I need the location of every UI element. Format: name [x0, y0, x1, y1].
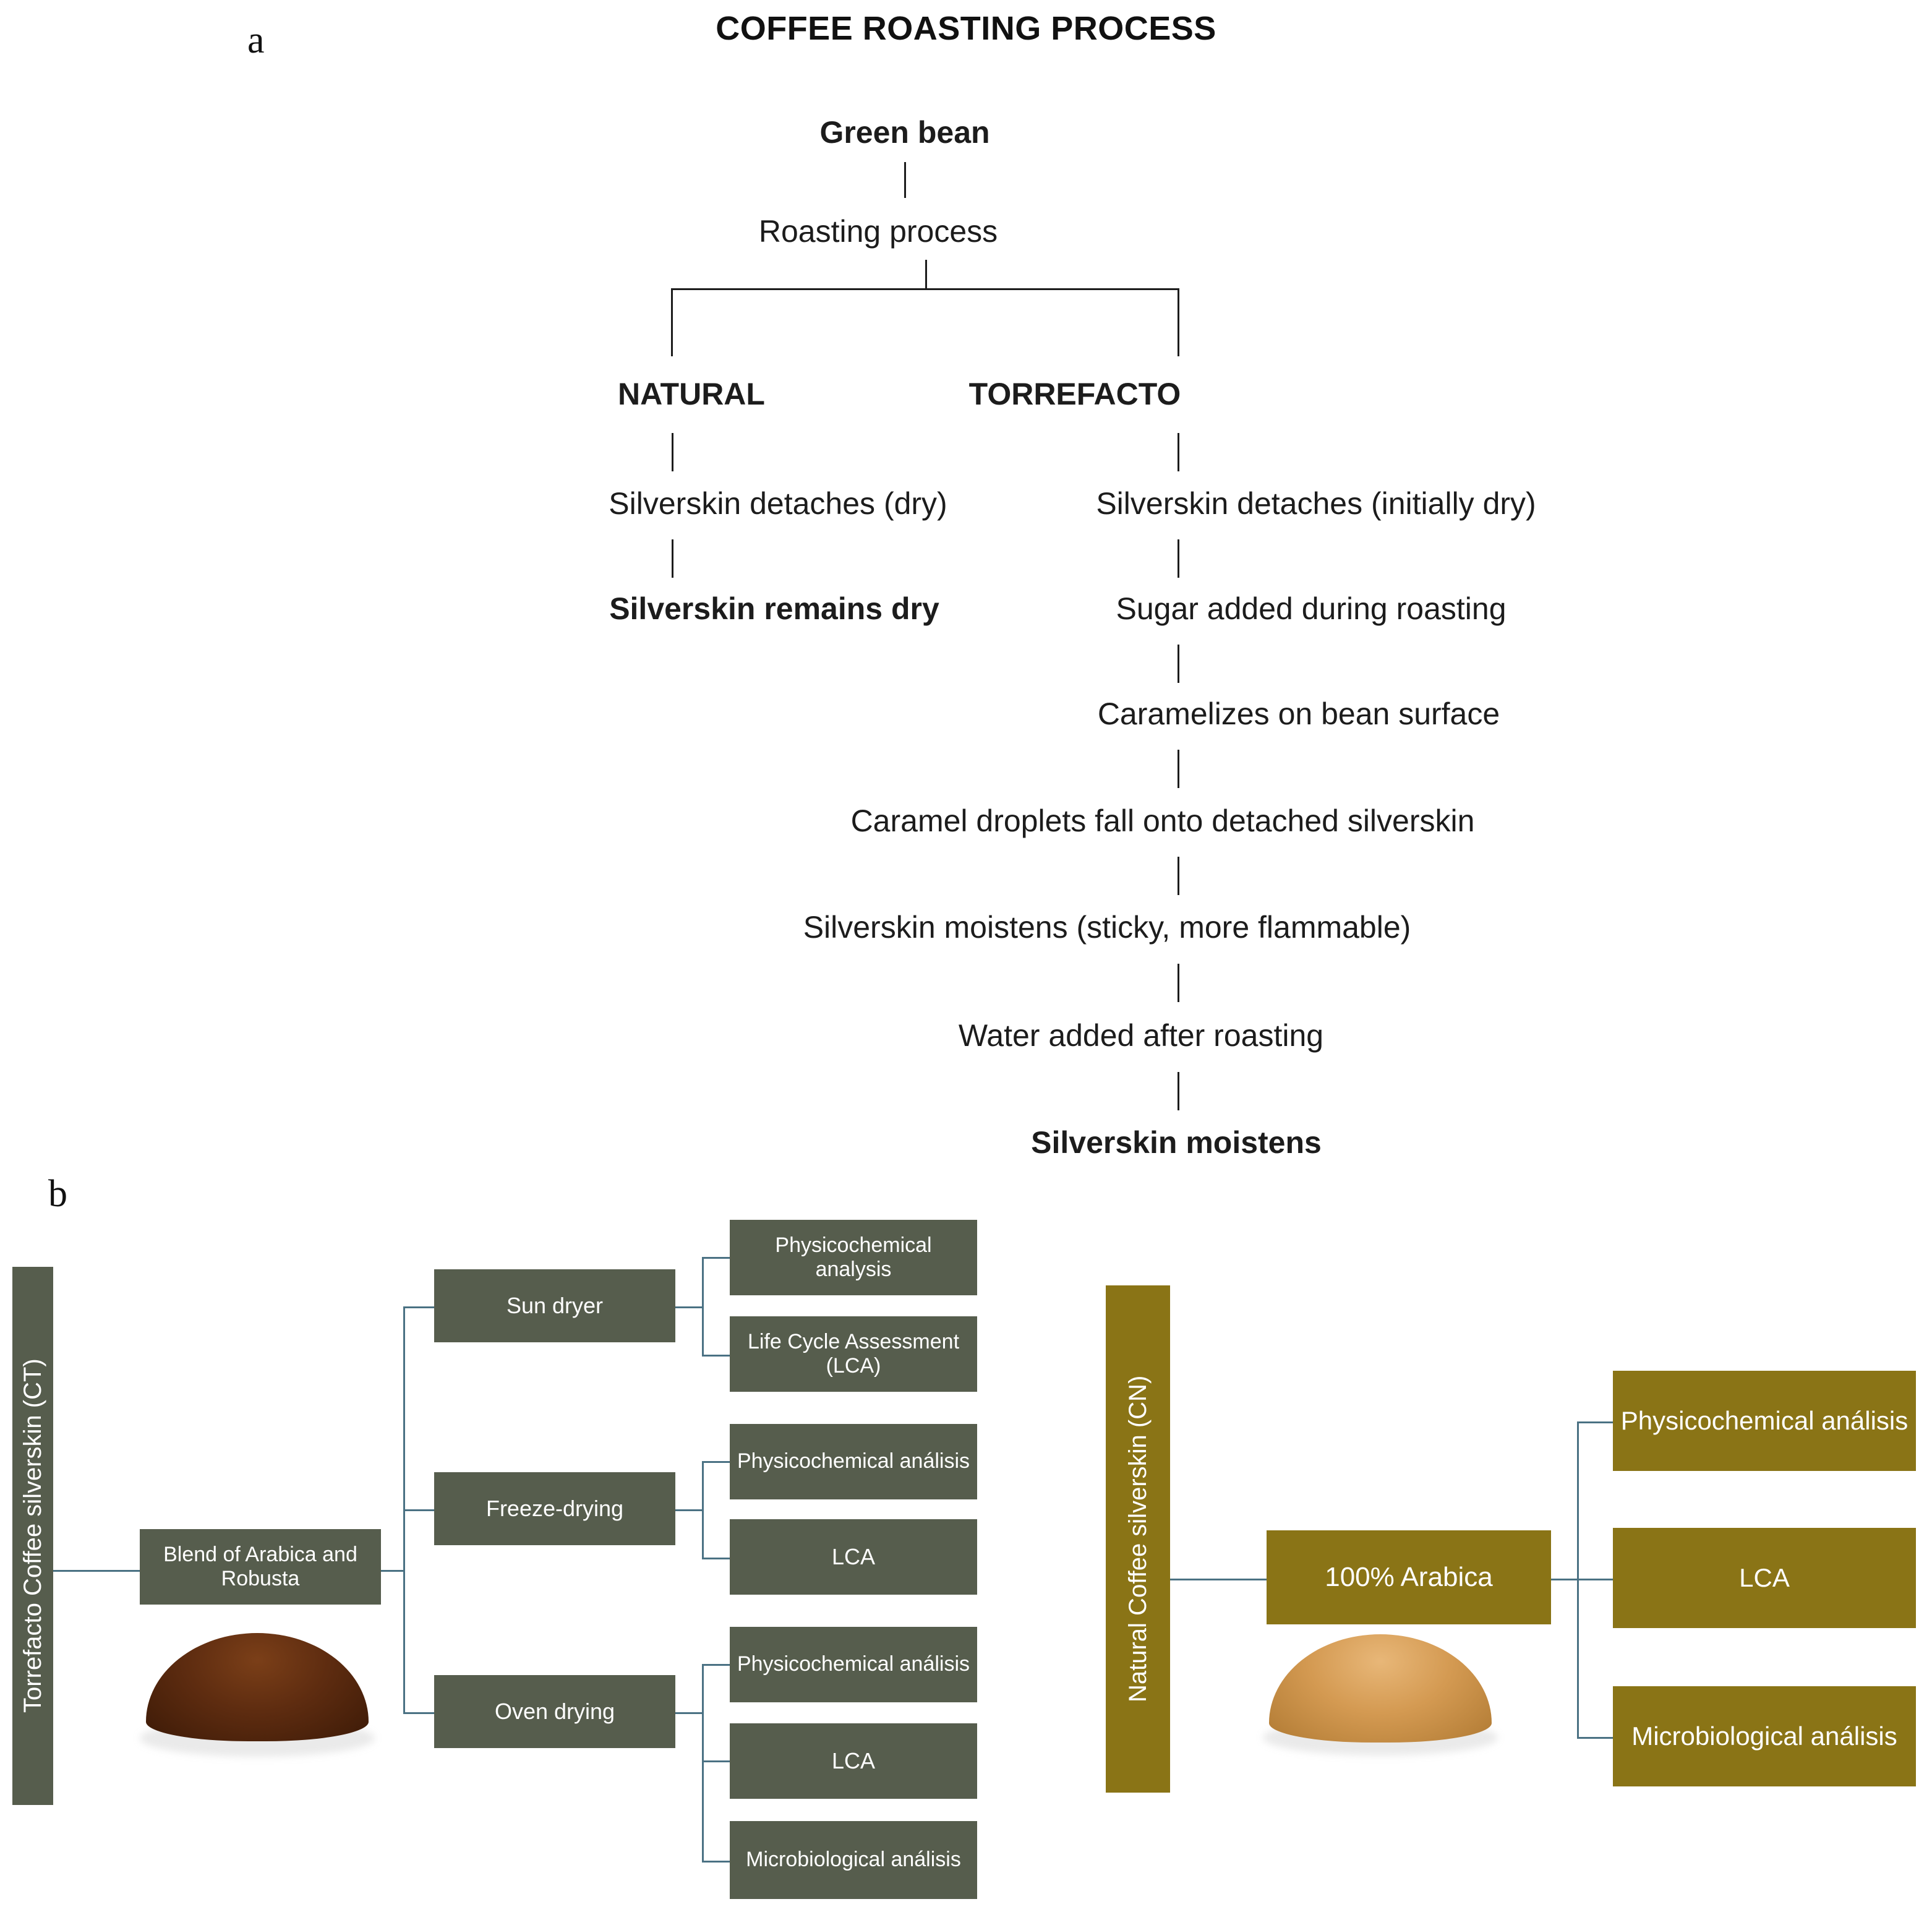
conn-ct-trunk-freeze — [403, 1509, 434, 1511]
node-torrefacto-step4: Caramel droplets fall onto detached silverskin — [850, 804, 1475, 838]
cn-analysis-lca: LCA — [1613, 1528, 1916, 1628]
conn-ct-trunk-oven — [403, 1712, 434, 1714]
flowchart-title: COFFEE ROASTING PROCESS — [716, 10, 1216, 47]
cn-coffee-powder-pile — [1269, 1634, 1492, 1743]
ct-analysis-oven-physicochemical: Physicochemical análisis — [730, 1627, 977, 1702]
conn-freeze-an1 — [702, 1461, 730, 1463]
conn-ct-trunk-sundryer — [403, 1306, 434, 1308]
ct-analysis-oven-microbiological: Microbiological análisis — [730, 1821, 977, 1899]
ct-source-box: Torrefacto Coffee silverskin (CT) — [12, 1267, 53, 1805]
cn-analysis-physicochemical: Physicochemical análisis — [1613, 1371, 1916, 1471]
conn-oven-an2 — [702, 1760, 730, 1762]
ct-analysis-oven-lca: LCA — [730, 1723, 977, 1799]
conn-freeze-an2 — [702, 1558, 730, 1559]
node-natural-step2: Silverskin remains dry — [609, 591, 939, 626]
conn-sundryer-out — [675, 1306, 704, 1308]
conn-oven-an3 — [702, 1861, 730, 1863]
panel-b-experimental-design — [0, 1175, 1932, 1912]
node-green-bean: Green bean — [819, 115, 990, 150]
connector-split-bar — [671, 288, 1179, 290]
conn-ct-material-trunk — [381, 1570, 404, 1572]
conn-sundryer-split — [702, 1257, 704, 1356]
node-torrefacto-step3: Caramelizes on bean surface — [1097, 697, 1500, 731]
node-torrefacto-step1: Silverskin detaches (initially dry) — [1096, 486, 1536, 521]
node-torrefacto-step2: Sugar added during roasting — [1116, 591, 1507, 626]
node-torrefacto-step5: Silverskin moistens (sticky, more flammable) — [803, 910, 1411, 945]
connector-torrefacto-6 — [1178, 964, 1179, 1002]
ct-analysis-freeze-lca: LCA — [730, 1519, 977, 1595]
node-roasting-process: Roasting process — [758, 214, 998, 249]
conn-cn-an2 — [1577, 1579, 1613, 1580]
ct-material-box: Blend of Arabica and Robusta — [140, 1529, 381, 1605]
connector-torrefacto-2 — [1178, 539, 1179, 578]
node-natural: NATURAL — [618, 377, 765, 411]
cn-material-box: 100% Arabica — [1267, 1530, 1551, 1624]
connector-torrefacto-1 — [1178, 433, 1179, 471]
conn-cn-material-trunk — [1551, 1579, 1578, 1580]
connector-torrefacto-7 — [1178, 1072, 1179, 1110]
connector-roasting-split — [925, 260, 927, 289]
ct-treatment-sun-dryer: Sun dryer — [434, 1269, 675, 1342]
conn-sundryer-an1 — [702, 1257, 730, 1259]
ct-analysis-sun-physicochemical: Physicochemical analysis — [730, 1220, 977, 1295]
conn-freeze-out — [675, 1509, 704, 1511]
connector-greenbean-roasting — [904, 162, 906, 198]
conn-oven-out — [675, 1712, 704, 1714]
panel-b-letter: b — [48, 1173, 67, 1215]
ct-treatment-freeze-drying: Freeze-drying — [434, 1472, 675, 1545]
ct-analysis-sun-lca: Life Cycle Assessment (LCA) — [730, 1316, 977, 1392]
connector-torrefacto-5 — [1178, 857, 1179, 895]
node-natural-step1: Silverskin detaches (dry) — [609, 486, 947, 521]
connector-torrefacto-4 — [1178, 750, 1179, 788]
conn-oven-split — [702, 1664, 704, 1862]
connector-natural-1 — [672, 433, 673, 471]
ct-treatment-oven-drying: Oven drying — [434, 1675, 675, 1748]
node-torrefacto-step7: Silverskin moistens — [1031, 1125, 1322, 1160]
ct-analysis-freeze-physicochemical: Physicochemical análisis — [730, 1424, 977, 1499]
conn-freeze-split — [702, 1461, 704, 1559]
connector-torrefacto-3 — [1178, 645, 1179, 683]
connector-split-left — [671, 288, 673, 356]
conn-sundryer-an2 — [702, 1355, 730, 1357]
connector-natural-2 — [672, 539, 673, 578]
cn-analysis-microbiological: Microbiological análisis — [1613, 1686, 1916, 1786]
node-torrefacto-step6: Water added after roasting — [958, 1018, 1324, 1053]
panel-a-letter: a — [247, 19, 265, 61]
connector-split-right — [1178, 288, 1179, 356]
conn-cn-source-material — [1170, 1579, 1267, 1580]
cn-source-box: Natural Coffee silverskin (CN) — [1106, 1285, 1170, 1793]
conn-cn-an3 — [1577, 1737, 1613, 1739]
conn-ct-source-material — [53, 1570, 140, 1572]
conn-oven-an1 — [702, 1664, 730, 1666]
conn-cn-an1 — [1577, 1421, 1613, 1423]
ct-coffee-powder-pile — [146, 1633, 369, 1741]
node-torrefacto: TORREFACTO — [968, 377, 1181, 411]
